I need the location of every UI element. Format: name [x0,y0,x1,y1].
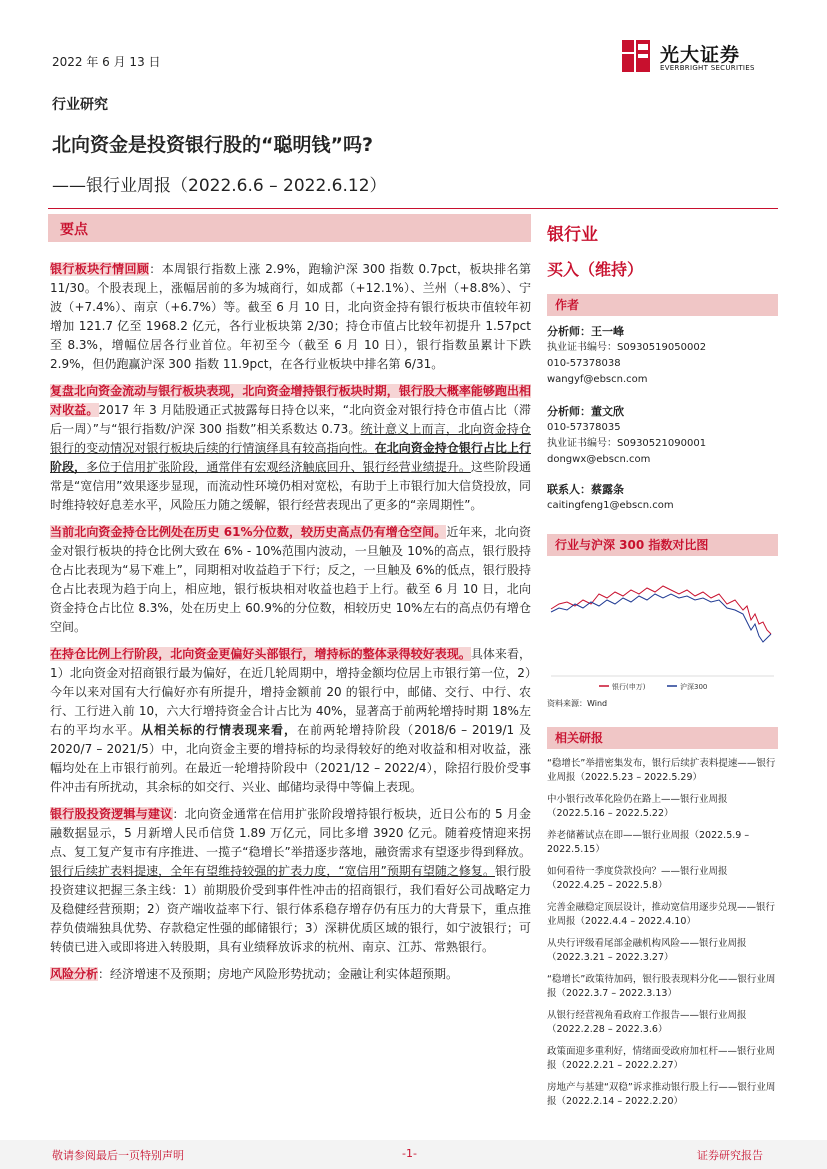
analyst-name: 分析师：董文欣 [547,405,624,418]
analyst-email[interactable]: wangyf@ebscn.com [547,374,648,385]
contact [547,482,778,514]
para-bold: 从相关标的行情表现来看， [141,723,298,737]
analyst-2 [547,404,778,468]
legend-csi300: 沪深300 [680,683,708,691]
related-report-item[interactable]: 养老储蓄试点在即——银行业周报（2022.5.9 – 2022.5.15） [547,830,750,855]
related-report-item[interactable]: 如何看待一季度贷款投向？——银行业周报（2022.4.25 – 2022.5.8） [547,866,728,891]
paragraph-holding-ratio [50,523,531,637]
brand-logo [622,38,782,78]
contact-name: 联系人：蔡露条 [547,483,624,496]
related-report-item[interactable]: 从央行评级看尾部金融机构风险——银行业周报（2022.3.21 – 2022.3.27） [547,938,747,963]
related-report-item[interactable]: 房地产与基建“双稳”诉求推动银行股上行——银行业周报（2022.2.14 – 2022.2.20） [547,1082,776,1107]
para-text: ：本周银行指数上涨 2.9%，跑输沪深 300 指数 0.7pct，板块排名第 11/30。个股表现上，涨幅居前的多为城商行，如成都（+12.1%）、兰州（+8.8%）、宁波（+7.4%）、南京（+6.7%）等。截至 6 月 10 日，北向资金持有银行板块市值较年初增加 121.7 亿至 1968.2 亿元，各行业板块第 2/30；持仓市值占比较年初提升 1.57pct 至 8.3%，增幅位居各行业首位。年初至今（截至 6 月 10 日），银行指数虽累计下跌 2.9%，但仍跑赢沪深 300 指数 11.9pct，在各行业板块中排名第 6/31。 [50,262,531,371]
logo-text-en: EVERBRIGHT SECURITIES [660,64,755,72]
para-text: 近年来，北向资金对银行板块的持仓比例大致在 6% - 10%范围内波动，一旦触及 10%的高点，银行股持仓占比表现为“易下难上”，同期相对收益趋于下行；反之，一旦触及 6%的低点，银行股持仓占比表现为趋于向上，相应地，银行板块相对收益也趋于上行。截至 6 月 10 日，北向资金持仓占比位 8.3%，处在历史上 60.9%的分位数，相较历史 10%左右的高点仍有增仓空间。 [50,525,531,634]
related-report-item[interactable]: “稳增长”政策待加码，银行股表现料分化——银行业周报（2022.3.7 – 2022.3.13） [547,974,776,999]
related-reports-list [547,757,778,1109]
para-text: ：北向资金通常在信用扩张阶段增持银行板块，近日公布的 5 月金融数据显示，5 月新增人民币信贷 1.89 万亿元，同比多增 3920 亿元。随着疫情迎来拐点、复工复产复市有序推进、一揽子“稳增长”举措逐步落地，融资需求有望逐步得到释放。 [50,807,531,859]
sector-name: 银行业 [547,225,598,245]
paragraph-northbound-review [50,382,531,515]
logo-text-cn: 光大证券 [660,44,741,66]
related-report-item[interactable]: 政策面迎多重利好，情绪面受政府加杠杆——银行业周报（2022.2.21 – 2022.2.27） [547,1046,776,1071]
chart-source: 资料来源：Wind [547,699,608,708]
main-body [50,260,531,992]
report-subtitle: ——银行业周报（2022.6.6 – 2022.6.12） [52,176,387,196]
related-report-item[interactable]: 完善金融稳定顶层设计，推动宽信用逐步兑现——银行业周报（2022.4.4 – 2022.4.10） [547,902,776,927]
paragraph-risk [50,965,531,984]
chart-svg [547,564,778,694]
para-text: 具体来看，1）北向资金对招商银行最为偏好，在近几轮周期中，增持金额均位居上市银行第一位，2）今年以来对国有大行偏好亦有所提升，增持金额前 20 的银行中，邮储、交行、中行、农行、工行进入前 10，六大行增持资金合计占比为 40%，显著高于前两轮增持时期 18%左右的平均水平。 [50,647,531,737]
related-report-item[interactable]: “稳增长”举措密集发布，银行后续扩表料提速——银行业周报（2022.5.23 – 2022.5.29） [547,758,776,783]
analyst-1 [547,324,778,388]
analyst-phone: 010-57378035 [547,422,621,433]
index-comparison-chart [547,564,778,694]
para-underline: 银行后续扩表料提速，全年有望维持较强的扩表力度，“宽信用”预期有望随之修复。 [50,864,495,878]
key-points-label: 要点 [60,222,88,238]
related-report-item[interactable]: 从银行经营视角看政府工作报告——银行业周报（2022.2.28 – 2022.3.6） [547,1010,747,1035]
analyst-cert: 执业证书编号：S0930521090001 [547,438,707,449]
report-date: 2022 年 6 月 13 日 [52,55,161,69]
series-csi300 [551,594,771,642]
paragraph-investment-advice [50,805,531,957]
series-bank-index [551,586,771,634]
paragraph-preference [50,645,531,797]
para-underline: 多位于信用扩张阶段，通常伴有宏观经济触底回升、银行经营业绩提升。 [86,460,471,474]
para-heading: 银行板块行情回顾 [50,262,150,276]
chart-section-bar: 行业与沪深 300 指数对比图 [547,534,778,556]
footer-disclaimer: 敬请参阅最后一页特别声明 [52,1149,184,1162]
related-report-item[interactable]: 中小银行改革化险仍在路上——银行业周报（2022.5.16 – 2022.5.22） [547,794,728,819]
everbright-logo-icon [622,38,652,74]
para-text: 在前两轮增持阶段（2018/6 – 2019/1 及 2020/7 – 2021/5）中，北向资金主要的增持标的均录得较好的绝对收益和相对收益，涨幅均处在上市银行前列。在最近一轮增持阶段中（2021/12 – 2022/4），除招行股价受事件冲击有所扰动，其余标的如交行、兴业、邮储均录得中等偏上表现。 [50,723,531,794]
para-heading: 银行股投资逻辑与建议 [50,807,173,821]
para-text: 这些阶段通常是“宽信用”效果逐步显现，而流动性环境仍相对宽松，有助于上市银行加大信贷投放，同时维持较好息差水平，风险压力随之缓解，银行经营表现出了更多的“亲周期性”。 [50,460,531,512]
footer-doc-type: 证券研究报告 [697,1149,763,1162]
analyst-cert: 执业证书编号：S0930519050002 [547,342,707,353]
sidebar [547,220,778,1109]
authors-section-bar: 作者 [547,294,778,316]
legend-bank: 银行(申万) [612,683,646,691]
rating: 买入（维持） [547,260,644,279]
para-text: 2017 年 3 月陆股通正式披露每日持仓以来，“北向资金对银行持仓市值占比（滞后一周）”与“银行指数/沪深 300 指数”相关系数达 0.73。 [50,403,531,436]
para-text: ：经济增速不及预期；房地产风险形势扰动；金融让利实体超预期。 [98,967,459,981]
page-number: -1- [402,1147,417,1160]
report-category: 行业研究 [52,97,108,113]
para-bold-underline: 在北向资金持仓银行占比上行阶段， [50,441,531,474]
analyst-name: 分析师：王一峰 [547,325,624,338]
contact-email[interactable]: caitingfeng1@ebscn.com [547,500,674,511]
para-text: 银行股投资建议把握三条主线：1）前期股价受到事件性冲击的招商银行，我们看好公司战略定力及稳健经营预期；2）资产端收益率下行、银行体系稳存增存仍有压力的大背景下，重点推荐负债端独具优势、存款稳定性强的邮储银行；3）深耕优质区域的银行，如宁波银行；可转债已进入或即将进入转股期，具有业绩释放诉求的杭州、南京、江苏、常熟银行。 [50,864,531,954]
para-heading: 当前北向资金持仓比例处在历史 61%分位数，较历史高点仍有增仓空间。 [50,525,447,539]
para-heading: 在持仓比例上行阶段，北向资金更偏好头部银行，增持标的整体录得较好表现。 [50,647,471,661]
analyst-email[interactable]: dongwx@ebscn.com [547,454,651,465]
para-heading: 风险分析 [50,967,99,981]
key-points-bar [48,214,531,242]
report-title: 北向资金是投资银行股的“聪明钱”吗? [52,134,373,156]
para-heading: 复盘北向资金流动与银行板块表现，北向资金增持银行板块时期，银行股大概率能够跑出相对收益。 [50,384,531,417]
header-divider [48,208,778,209]
related-section-bar: 相关研报 [547,727,778,749]
analyst-phone: 010-57378038 [547,358,621,369]
para-underline: 统计意义上而言，北向资金持仓银行的变动情况对银行板块后续的行情演绎具有较高指向性。 [50,422,531,455]
paragraph-market-review [50,260,531,374]
